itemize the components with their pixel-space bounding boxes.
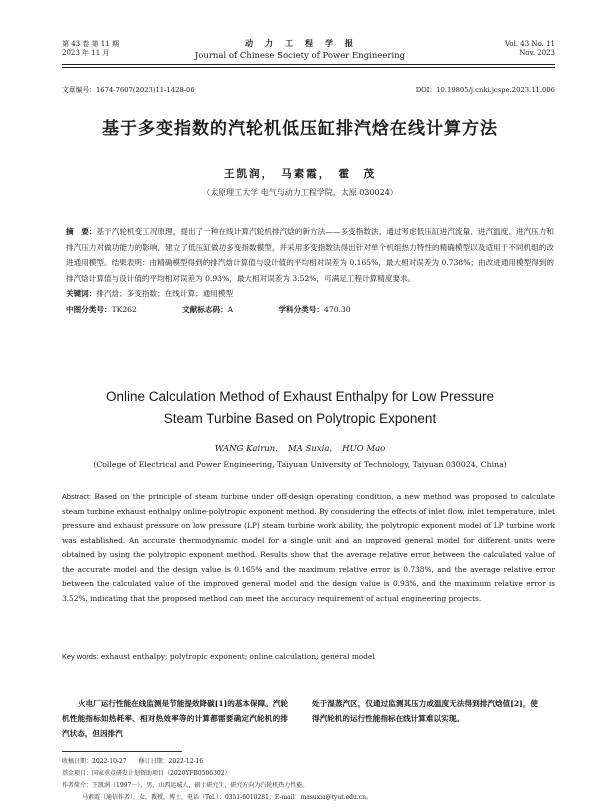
footnote-corresponding: 马素霞（通信作者），女，教授，博士，电话（Tel.）：0351-6010281；E-mail：masuxia@tyut.edu.cn。 [82, 794, 373, 801]
affiliation-cn: （太原理工大学 电气与动力工程学院，太原 030024） [202, 188, 398, 197]
title-cn: 基于多变指数的汽轮机低压缸排汽焓在线计算方法 [102, 119, 498, 139]
abstract-cn [66, 224, 554, 317]
footnote-received: 收稿日期：2022-10-27 修订日期：2022-12-16 [62, 758, 204, 765]
classification-line [66, 302, 554, 318]
subject-label: 学科分类号： [278, 304, 325, 314]
keywords-cn-text: 排汽焓；多变指数；在线计算；通用模型 [96, 289, 234, 298]
journal-volume: 第 43 卷 第 11 期 [62, 40, 119, 48]
header-right [505, 40, 555, 58]
doc-code-value: A [227, 304, 234, 314]
article-number: 文章编号：1674-7607(2023)11-1428-06 [62, 86, 195, 94]
authors-cn: 王凯润， 马素霞， 霍 茂 [224, 168, 376, 180]
footnote-rule [62, 751, 182, 752]
title-en-line1: Online Calculation Method of Exhaust Enthalpy for Low Pressure [106, 389, 494, 404]
journal-date: 2023 年 11 月 [62, 49, 110, 57]
keywords-en [62, 652, 555, 661]
doi: DOI：10.19805/j.cnki.jcspe.2023.11.006 [415, 86, 555, 94]
footnote-author-bio: 作者简介：王凯润（1997－），男，山西运城人，硕士研究生，研究方向为汽轮机热力性能。 [62, 782, 309, 789]
keywords-en-text: exhaust enthalpy; polytropic exponent; online calculation; general model [98, 652, 375, 661]
journal-name-cn: 动 力 工 程 学 报 [245, 38, 355, 48]
journal-date-en: Nov. 2023 [519, 49, 555, 57]
footnote-fund: 基金项目：国家重点研发计划资助项目（2020YFB0506302） [62, 770, 231, 777]
keywords-cn [66, 286, 554, 302]
title-en-line2: Steam Turbine Based on Polytropic Exponent [163, 411, 437, 426]
abstract-cn-label: 摘 要： [66, 227, 97, 236]
abstract-en [62, 490, 555, 606]
abstract-cn-text: 基于汽轮机变工况原理，提出了一种在线计算汽轮机排汽焓的新方法——多变指数法。通过考虑低压缸进汽流量、进汽温度、进汽压力和排汽压力对做功能力的影响，建立了低压缸做功多变指数模型，并采用多变指数法得出针对单个机组热力特性的精确模型以及适用于不同机组的改进通用模型。结果表明：由精确模型得到的排汽焓计算值与设计值的平均相对误差为 0.165%，最大相对误差为 0.738%；由改进通用模型得到的排汽焓计算值与设计值的平均相对误差为 0.93%，最大相对误差为 3.52%，可满足工程计算精度要求。 [66, 227, 555, 283]
abstract-en-label: Abstract: [62, 492, 92, 501]
header-rule-2 [62, 67, 555, 68]
body-column-left: 火电厂运行性能在线监测是节能提效降碳[1]的基本保障。汽轮机性能指标如热耗率、相对热效率等的计算都需要确定汽轮机的排汽状态，但因排汽 [62, 699, 288, 738]
subject-value: 470.30 [324, 304, 351, 314]
title-en [0, 386, 600, 430]
doc-code-label: 文献标志码： [182, 304, 228, 314]
affiliation-en: (College of Electrical and Power Engineering, Taiyuan University of Technology, Taiyuan 030024, China) [93, 460, 507, 469]
body-column-right: 处于湿蒸汽区，仅通过监测其压力或温度无法得到排汽焓值[2]，使得汽轮机的运行性能指标在线计算难以实现。 [312, 699, 538, 723]
clc-value: TK262 [111, 304, 137, 314]
keywords-cn-label: 关键词： [66, 289, 97, 298]
header-rule [62, 64, 555, 65]
journal-name-en: Journal of Chinese Society of Power Engineering [194, 51, 406, 61]
abstract-en-text: Based on the principle of steam turbine under off-design operating condition, a new method was proposed to calculate steam turbine exhaust enthalpy online-polytropic exponent method. By considering the effects of inlet flow, inlet temperature, inlet pressure and exhaust pressure on low pressure (LP) steam turbine work ability, the polytropic exponent model of LP turbine work was established. An accurate thermodynamic model for a single unit and an improved general model for different units were obtained by using the polytropic exponent method. Results show that the average relative error between the calculated value of the accurate model and the design value is 0.165% and the maximum relative error is 0.738%, and the average relative error between the calculated value of the improved general model and the design value is 0.93%, and the maximum relative error is 3.52%, indicating that the proposed method can meet the accuracy requirement of actual engineering projects. [62, 492, 555, 603]
keywords-en-label: Key words: [62, 652, 99, 661]
clc-label: 中图分类号： [66, 304, 112, 314]
authors-en: WANG Kairun， MA Suxia， HUO Mao [214, 444, 386, 454]
journal-issue-en: Vol. 43 No. 11 [504, 40, 555, 48]
